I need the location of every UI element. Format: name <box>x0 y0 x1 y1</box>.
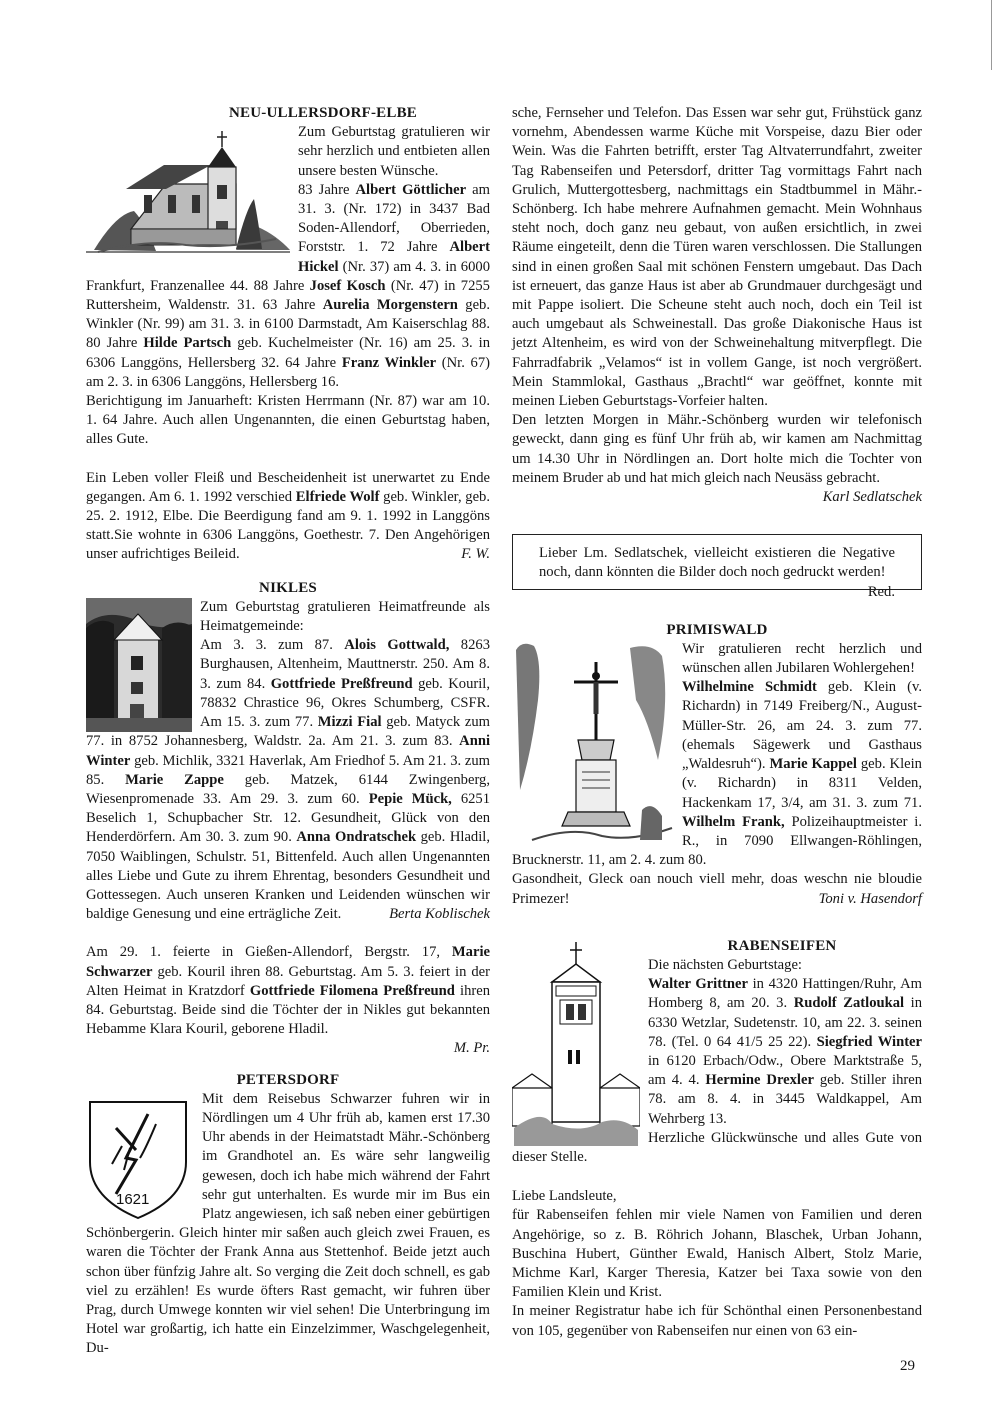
cross-illustration <box>512 640 676 850</box>
greeting-text: Zum Geburtstag gratulieren wir sehr herzlich und entbieten allen unsere besten Wünsche. <box>298 124 490 179</box>
primiswald-signature: Toni v. Hasendorf <box>818 890 922 907</box>
birthday-list: Am 3. 3. zum 87. Alois Gottwald, 8263 Burghausen, Altenheim, Mauttnerstr. 250. Am 8. 3. zum 84. Gottfriede Preßfreund geb. Kouril, 78832 Chrastice 96, Okres Schumberg, CSFR. Am 15. 3. zum 77. Mizzi Fial geb. Matyck zum 77. in 8752 Johannesberg, Waldstr. 2a. Am 21. 3. zum 83. Anni Winter geb. Michlik, 3321 Haverlak, Am Friedhof 5. Am 21. 3. zum 85. Marie Zappe geb. Matzek, 6144 Zwingenberg, Wiesenpromenade 33. Am 29. 3. zum 60. Pepie Mück, 6251 Beselich 1, Schupbacher Str. 12. Gesundheit, Glück von den Henderdörfern. Am 30. 3. zum 90. Anna Ondratschek geb. Hladil, 7050 Waiblingen, Schulstr. 51, Bittenfeld. Auch allen Ungenannten alles Liebe und Gute zu ihrem Ehrentag, besonders Gesundheit und Gottessegen. Auch unseren Kranken und Leidenden wünschen wir baldige Genesung und eine erträgliche Zeit. Berta Koblischek <box>86 636 490 924</box>
tower-photo-icon <box>86 598 192 732</box>
church-illustration <box>86 129 290 259</box>
dialect-greeting: Gasondheit, Gleck oan nouch viell mehr, doas weschn nie bloudie Primezer! Toni v. Hasendorf <box>512 870 922 908</box>
report-signature: Karl Sedlatschek <box>822 489 922 506</box>
section-petersdorf-continued <box>512 104 922 506</box>
travel-report: Mit dem Reisebus Schwarzer fuhren wir in Nördlingen um 4 Uhr früh ab, kamen erst 17.30 Uhr abends in der Heimatstadt Mähr.-Schönberg im Grandhotel an. Es wäre sehr langweilig gewesen, doch ich habe mich während der Fahrt sehr gut unterhalten. Es wurde mir im Bus ein Platz angewiesen, ich saß neben einer gebürtigen Schönbergerin. Gleich hinter mir saßen auch gleich zwei Frauen, es waren die Töchter der Frank Anna aus Stettenhof. Beide jetzt auch schon über fünfzig Jahre alt. So verging die Zeit doch schnell, es gab viel zu erzählen! Es wurde öfters Rast gemacht, wir fuhren über Prag, durch Umwege konnten wir viel sehen! Die Unterbringung im Hotel war großartig, ich hatte ein Einzelzimmer, Waschgelegenheit, Du- <box>86 1090 490 1357</box>
section-heading: PETERSDORF <box>236 1071 340 1088</box>
wishes-text: Herzliche Glückwünsche und alles Gute von dieser Stelle. <box>512 1129 922 1165</box>
greeting-text: Zum Geburtstag gratulieren Heimatfreunde als Heimatgemeinde: <box>200 598 490 635</box>
wayside-cross-icon <box>512 640 676 850</box>
section-nikles <box>86 579 490 1059</box>
scan-edge-mark <box>991 0 992 70</box>
birthday-list: 83 Jahre Albert Göttlicher am 31. 3. (Nr. 172) in 3437 Bad Soden-Allendorf, Oberrieden, Forststr. 1. 72 Jahre Albert Hickel (Nr. 37) am 4. 3. in 6000 Frankfurt, Franzenallee 44. 88 Jahre Josef Kosch (Nr. 47) in 7255 Ruttersheim, Waldenstr. 31. 63 Jahre Aurelia Morgenstern geb. Winkler (Nr. 99) am 31. 3. in 6100 Darmstadt, Am Kaiserschlag 88. 80 Jahre Hilde Partsch geb. Kuchelmeister (Nr. 16) am 25. 3. in 6306 Langgöns, Hellersberg 32. 64 Jahre Franz Winkler (Nr. 67) am 2. 3. in 6306 Langgöns, Hellersberg 16. <box>86 181 491 390</box>
page-number: 29 <box>900 1358 915 1374</box>
section-heading: NEU-ULLERSDORF-ELBE <box>229 105 417 121</box>
greeting-text: Die nächsten Geburtstage: <box>648 956 802 973</box>
birthday-list: Walter Grittner in 4320 Hattingen/Ruhr, Am Homberg 8, am 20. 3. Rudolf Zatloukal in 6330 Wetzlar, Sudetenstr. 10, am 22. 3. seinen 78. (Tel. 0 64 41/5 25 22). Siegfried Winter in 6120 Erbach/Odw., Obere Marktstraße 5, am 4. 4. Hermine Drexler geb. Stiller ihren 78. am 8. 4. in 3445 Waldkappel, Am Wehrberg 13. <box>648 976 923 1127</box>
obituary-text: Ein Leben voller Fleiß und Bescheidenheit ist unerwartet zu Ende gegangen. Am 6. 1. 1992 verschied Elfriede Wolf geb. Winkler, geb. 25. 2. 1912, Elbe. Die Beerdigung fand am 9. 1. 1992 in Langgöns statt.Sie wohnte in 6306 Langgöns, Goethestr. 7. Den Angehörigen unser aufrichtiges Beileid. F. W. <box>86 469 490 565</box>
greeting-text: Wir gratulieren recht herzlich und wünschen allen Jubilaren Wohlergehen! <box>682 640 922 677</box>
church-tower-illustration <box>512 938 640 1148</box>
note-signature: M. Pr. <box>453 1040 490 1057</box>
section-rabenseifen <box>512 937 922 1341</box>
editor-signature: Red. <box>867 583 895 600</box>
crest-shield-icon <box>86 1098 190 1222</box>
birthday-list: Wilhelmine Schmidt geb. Klein (v. Richardn) in 7149 Freiberg/N., August-Müller-Str. 26, am 24. 3. zum 77. (ehemals Sägewerk und Gasthaus „Waldesruh“). Marie Kappel geb. Klein (v. Richardn) in 8311 Velden, Hackenkam 17, 3/4, am 31. 3. zum 71. Wilhelm Frank, Polizeihauptmeister i. R., in 7090 Ellwangen-Röhlingen, Brucknerstr. 11, am 2. 4. zum 80. <box>512 679 922 869</box>
correction-note: Berichtigung im Januarheft: Kristen Herrmann (Nr. 87) war am 10. 1. 64 Jahre. Auch allen Ungenannten, die einen Geburtstag haben, alles Gute. <box>86 393 490 448</box>
section-heading: NIKLES <box>259 579 317 596</box>
obituary-signature: F. W. <box>461 546 490 563</box>
editor-note: Lieber Lm. Sedlatschek, vielleicht existieren die Negative noch, dann könnten die Bilder doch noch gedruckt werden! Red. <box>539 544 895 582</box>
section-primiswald <box>512 621 922 909</box>
editor-note-box <box>512 534 922 600</box>
section-petersdorf <box>86 1071 490 1359</box>
section-heading: RABENSEIFEN <box>727 937 837 954</box>
right-column <box>512 104 922 1341</box>
crest-year: 1621 <box>116 1190 150 1208</box>
nikles-signature: Berta Koblischek <box>389 906 490 923</box>
travel-report-ending: Den letzten Morgen in Mähr.-Schönberg wurden wir telefonisch geweckt, dann ging es fünf Uhr früh ab, wir kamen am Nachmittag um 14.30 Uhr in Nördlingen an. Dort holte mich die Tochter von meinem Bruder ab und hat mich gleich nach Neusäss gebracht. Karl Sedlatschek <box>512 411 922 488</box>
coat-of-arms <box>86 1098 190 1222</box>
tower-illustration <box>86 598 192 732</box>
section-neu-ullersdorf-elbe <box>86 104 490 565</box>
letter-paragraph: für Rabenseifen fehlen mir viele Namen von Familien und deren Angehörige, so z. B. Röhrich Johann, Blaschek, Urban Johann, Buschina Hubert, Günther Ewald, Hanisch Albert, Stolz Marie, Michme Karl, Karger Theresia, Katzer bei Taxa sowie von den Familien Klein und Krist. <box>512 1207 922 1301</box>
letter-paragraph: In meiner Registratur habe ich für Schönthal einen Personenbestand von 105, gegenüber von Rabenseifen nur einen von 63 ein- <box>512 1303 922 1339</box>
left-column <box>86 104 490 1359</box>
letter-greeting: Liebe Landsleute, <box>512 1188 617 1205</box>
church-drawing-icon <box>86 129 290 259</box>
travel-report-continued: sche, Fernseher und Telefon. Das Essen war sehr gut, Frühstück ganz vornehm, Abendessen warme Küche mit Vorspeise, dazu Bier oder Wein. Was die Fahrten betrifft, erster Tag Altvaterrundfahrt, zweiter Tag Rabenseifen und Petersdorf, dritter Tag vormittags Fahrt nach Grulich, Muttergottesberg, nachmittags ein Stadtbummel in Mähr.-Schönberg. Ich habe mehrere Aufnahmen gemacht. Mein Wohnhaus steht noch, doch ganz neu gebaut, von außen ersichtlich, in zwei Räume eingeteilt, denn die Türen waren verschlossen. Die Stallungen sind in einen großen Saal mit schönen Fenstern umgebaut. Das Dach ist erneuert, das ganze Haus ist aber ab Grundmauer durchgesägt und mit Pappe isoliert. Die Scheune steht auch noch, doch ein Teil ist auch umgebaut als Schweinestall. Das große Diakonische Haus ist jetzt Altenheim, es wird von der Schweinehaltung mitverpflegt. Die Fahrradfabrik „Velamos“ ist in vollem Gange, ist noch vergrößert. Mein Stammlokal, Gasthaus „Brachtl“ war geöffnet, konnte mit meinen Lieben Geburtstags-Vorfeier halten. <box>512 105 922 410</box>
church-tower-icon <box>512 938 640 1148</box>
section-heading: PRIMISWALD <box>666 621 768 638</box>
birthday-note: Am 29. 1. feierte in Gießen-Allendorf, Bergstr. 17, Marie Schwarzer geb. Kouril ihren 88. Geburtstag. Am 5. 3. feiert in der Alten Heimat in Kratzdorf Gottfriede Filomena Preßfreund ihren 84. Geburtstag. Beide sind die Töchter der in Nikles gut bekannten Hebamme Klara Kouril, geborene Hladil. <box>86 944 490 1038</box>
